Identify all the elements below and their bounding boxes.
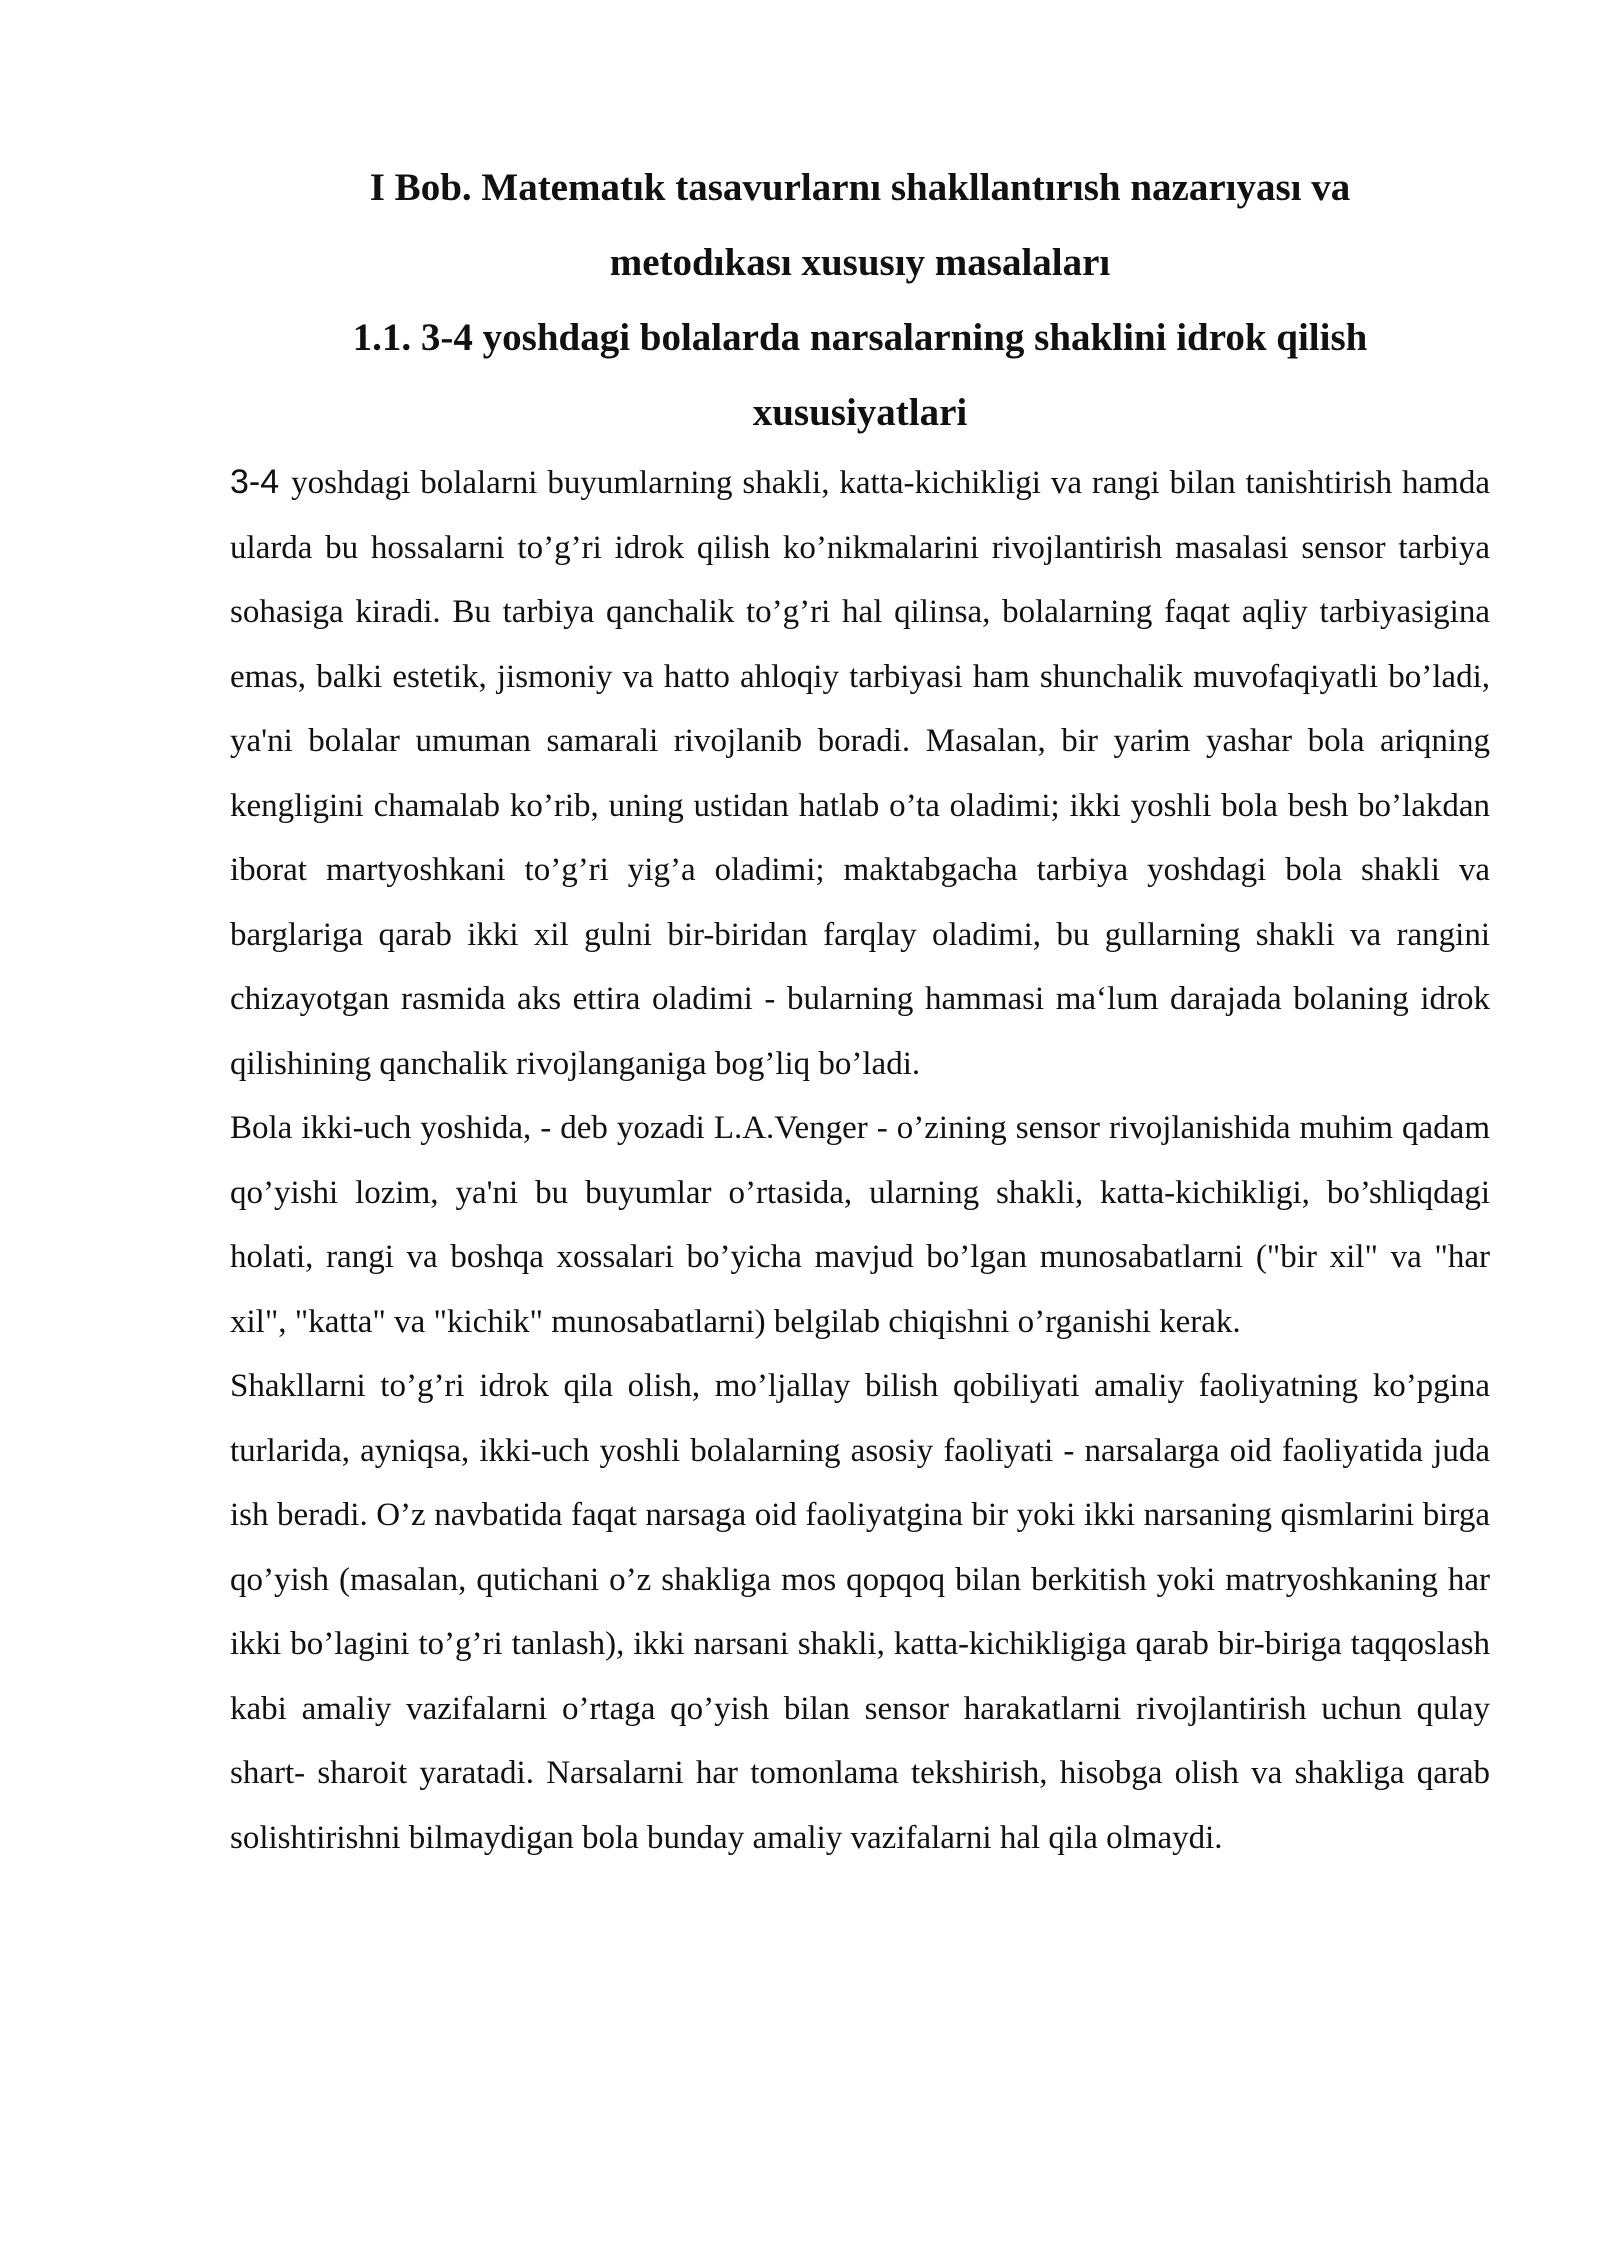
body-paragraph-1 — [230, 450, 1490, 1096]
body-paragraph-2: Bola ikki-uch yoshida, - deb yozadi L.A.Venger - o’zining sensor rivojlanishida muhim qadam qo’yishi lozim, ya'ni bu buyumlar o’rtasida, ularning shakli, katta-kichikligi, bo’shliqdagi holati, rangi va boshqa xossalari bo’yicha mavjud bo’lgan munosabatlarni ("bir xil" va "har xil", "katta" va "kichik" munosabatlarni) belgilab chiqishni o’rganishi kerak. — [230, 1110, 1490, 1340]
section-title-line-1: 1.1. 3-4 yoshdagi bolalarda narsalarning shaklini idrok qilish — [352, 316, 1368, 359]
chapter-title-line-1: I Bob. Matematık tasavurlarnı shakllantırısh nazarıyası va — [369, 166, 1351, 209]
body-paragraph-3: Shakllarni to’g’ri idrok qila olish, mo’ljallay bilish qobiliyati amaliy faoliyatning ko’pgina turlarida, ayniqsa, ikki-uch yoshli bolalarning asosiy faoliyati - narsalarga oid faoliyatida juda ish beradi. O’z navbatida faqat narsaga oid faoliyatgina bir yoki ikki narsaning qismlarini birga qo’yish (masalan, qutichani o’z shakliga mos qopqoq bilan berkitish yoki matryoshkaning har ikki bo’lagini to’g’ri tanlash), ikki narsani shakli, katta-kichikligiga qarab bir-biriga taqqoslash kabi amaliy vazifalarni o’rtaga qo’yish bilan sensor harakatlarni rivojlantirish uchun qulay shart- sharoit yaratadi. Narsalarni har tomonlama tekshirish, hisobga olish va shakliga qarab solishtirishni bilmaydigan bola bunday amaliy vazifalarni hal qila olmaydi. — [230, 1368, 1490, 1856]
chapter-title-line-2: metodıkası xususıy masalaları — [609, 241, 1111, 284]
page-content — [230, 150, 1490, 1870]
paragraph-lead-number: 3-4 — [230, 463, 280, 501]
paragraph-1-text: yoshdagi bolalarni buyumlarning shakli, katta-kichikligi va rangi bilan tanishtirish hamda ularda bu hossalarni to’g’ri idrok qilish ko’nikmalarini rivojlantirish masalasi sensor tarbiya sohasiga kiradi. Bu tarbiya qanchalik to’g’ri hal qilinsa, bolalarning faqat aqliy tarbiyasigina emas, balki estetik, jismoniy va hatto ahloqiy tarbiyasi ham shunchalik muvofaqiyatli bo’ladi, ya'ni bolalar umuman samarali rivojlanib boradi. Masalan, bir yarim yashar bola ariqning kengligini chamalab ko’rib, uning ustidan hatlab o’ta oladimi; ikki yoshli bola besh bo’lakdan iborat martyoshkani to’g’ri yig’a oladimi; maktabgacha tarbiya yoshdagi bola shakli va barglariga qarab ikki xil gulni bir-biridan farqlay oladimi, bu gullarning shakli va rangini chizayotgan rasmida aks ettira oladimi - bularning hammasi ma‘lum darajada bolaning idrok qilishining qanchalik rivojlanganiga bog’liq bo’ladi. — [230, 465, 1490, 1082]
section-title-line-2: xususiyatlari — [752, 391, 968, 434]
